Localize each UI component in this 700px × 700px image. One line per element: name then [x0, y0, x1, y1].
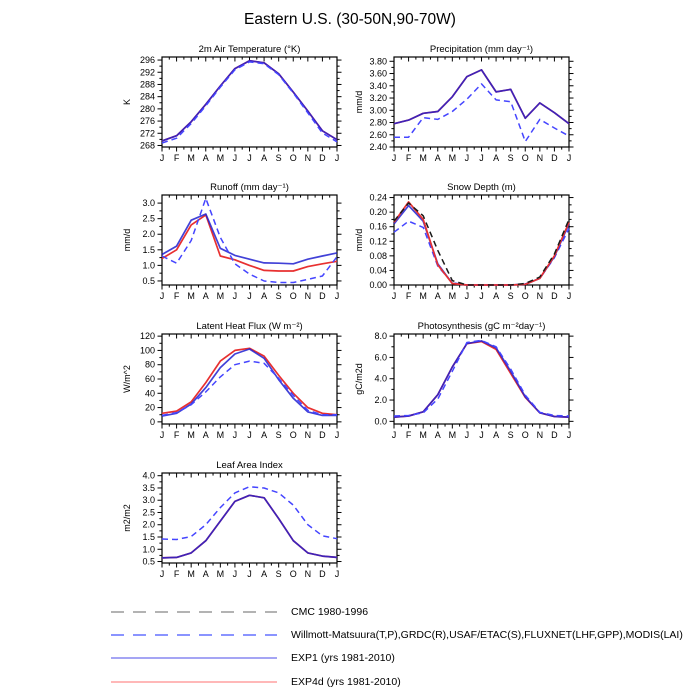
y-tick-label: 100 [139, 345, 155, 356]
x-tick-label: J [464, 153, 470, 163]
x-tick-label: M [419, 291, 427, 301]
x-tick-label: J [247, 291, 252, 301]
legend-line-swatch [110, 652, 278, 664]
series-line [394, 342, 569, 418]
y-tick-label: 120 [139, 331, 155, 342]
y-tick-label: 1.0 [142, 260, 155, 271]
x-tick-label: O [289, 291, 297, 301]
x-tick-label: A [202, 291, 209, 301]
y-axis-label: mm/d [122, 228, 132, 252]
chart-title: Precipitation (mm day⁻¹) [429, 44, 534, 55]
chart-photosynthesis [342, 320, 607, 456]
series-line [162, 214, 337, 264]
x-tick-label: A [434, 291, 441, 301]
x-tick-label: J [159, 153, 165, 163]
x-tick-label: M [187, 153, 195, 163]
x-tick-label: J [391, 153, 397, 163]
x-tick-label: M [187, 569, 195, 579]
x-tick-label: J [334, 430, 340, 440]
x-tick-label: N [304, 430, 312, 440]
y-axis-label: mm/d [354, 90, 364, 114]
x-tick-label: J [247, 153, 252, 163]
series-line [162, 215, 337, 271]
legend-label: EXP1 (yrs 1981-2010) [291, 652, 395, 665]
x-tick-label: A [261, 153, 268, 163]
series-line [394, 70, 569, 124]
series-line [162, 361, 337, 415]
x-tick-label: D [319, 569, 326, 579]
y-tick-label: 2.5 [142, 213, 155, 224]
figure-title: Eastern U.S. (30-50N,90-70W) [244, 11, 456, 28]
x-tick-label: J [479, 430, 484, 440]
y-tick-label: 0.0 [374, 416, 387, 427]
chart-title: 2m Air Temperature (°K) [198, 44, 301, 55]
legend [110, 600, 683, 693]
x-tick-label: S [275, 569, 282, 579]
x-tick-label: J [159, 291, 165, 301]
y-tick-label: 1.5 [142, 532, 155, 543]
x-tick-label: F [405, 153, 412, 163]
legend-item-cmc [110, 600, 670, 623]
chart-snow-depth [342, 181, 607, 317]
y-tick-label: 2.60 [369, 129, 387, 140]
x-tick-label: M [448, 430, 457, 440]
x-tick-label: A [261, 430, 268, 440]
chart-title: Photosynthesis (gC m⁻²day⁻¹) [417, 321, 546, 332]
y-tick-label: 0 [149, 416, 155, 427]
x-tick-label: O [521, 153, 529, 163]
y-tick-label: 272 [139, 128, 155, 139]
y-tick-label: 3.00 [369, 105, 387, 116]
x-tick-label: J [464, 430, 470, 440]
y-tick-label: 0.00 [369, 280, 387, 290]
y-tick-label: 2.80 [369, 117, 387, 128]
series-line [394, 340, 569, 416]
x-tick-label: M [216, 430, 225, 440]
series-line [394, 341, 569, 417]
series-line [394, 70, 569, 124]
legend-label: EXP4d (yrs 1981-2010) [291, 675, 401, 688]
y-tick-label: 1.5 [142, 244, 155, 255]
x-tick-label: J [566, 153, 572, 163]
x-tick-label: J [479, 153, 484, 163]
legend-item-exp4d [110, 670, 670, 693]
legend-line-swatch [110, 606, 278, 618]
x-tick-label: M [216, 291, 225, 301]
x-tick-label: F [173, 569, 180, 579]
x-tick-label: O [289, 569, 297, 579]
y-tick-label: 288 [139, 79, 155, 90]
x-tick-label: M [187, 430, 195, 440]
x-tick-label: A [493, 153, 500, 163]
y-axis-label: K [122, 98, 132, 106]
y-tick-label: 1.0 [142, 544, 155, 555]
legend-item-exp1 [110, 647, 670, 670]
x-tick-label: J [334, 569, 340, 579]
x-tick-label: M [216, 153, 225, 163]
y-tick-label: 40 [144, 388, 155, 399]
x-tick-label: A [261, 569, 268, 579]
x-tick-label: J [232, 153, 238, 163]
y-axis-label: W/m^2 [122, 365, 132, 393]
y-tick-label: 4.0 [374, 373, 387, 384]
x-tick-label: M [216, 569, 225, 579]
x-tick-label: F [405, 291, 412, 301]
x-tick-label: J [464, 291, 470, 301]
y-tick-label: 0.5 [142, 556, 155, 567]
chart-title: Snow Depth (m) [447, 182, 516, 193]
x-tick-label: J [232, 569, 238, 579]
x-tick-label: A [434, 153, 441, 163]
x-tick-label: N [536, 153, 544, 163]
x-tick-label: F [173, 430, 180, 440]
y-tick-label: 2.40 [369, 142, 387, 152]
y-tick-label: 3.5 [142, 482, 155, 493]
y-tick-label: 8.0 [374, 331, 387, 342]
series-line [162, 61, 337, 141]
x-tick-label: S [507, 430, 514, 440]
x-tick-label: D [551, 430, 558, 440]
y-axis-label: gC/m2d [354, 363, 364, 395]
x-tick-label: A [493, 291, 500, 301]
x-tick-label: J [159, 430, 165, 440]
series-line [162, 348, 337, 414]
x-tick-label: A [202, 430, 209, 440]
chart-leaf-area-index [110, 459, 375, 595]
x-tick-label: O [521, 291, 529, 301]
x-tick-label: J [391, 291, 397, 301]
x-tick-label: A [493, 430, 500, 440]
x-tick-label: S [275, 430, 282, 440]
y-tick-label: 3.0 [142, 495, 155, 506]
chart-title: Leaf Area Index [216, 460, 283, 471]
series-line [162, 198, 337, 282]
y-tick-label: 292 [139, 67, 155, 78]
legend-label: Willmott-Matsuura(T,P),GRDC(R),USAF/ETAC(S),FLUXNET(LHF,GPP),MODIS(LAI) [291, 628, 683, 641]
x-tick-label: N [304, 153, 312, 163]
x-tick-label: F [173, 153, 180, 163]
chart-runoff [110, 181, 375, 317]
x-tick-label: O [289, 430, 297, 440]
x-tick-label: J [566, 291, 572, 301]
series-line [162, 61, 337, 141]
legend-line-swatch [110, 676, 278, 688]
y-tick-label: 276 [139, 116, 155, 127]
y-tick-label: 20 [144, 402, 155, 413]
y-tick-label: 2.0 [374, 395, 387, 406]
x-tick-label: N [536, 430, 544, 440]
x-tick-label: J [247, 569, 252, 579]
x-tick-label: J [247, 430, 252, 440]
x-tick-label: N [304, 569, 312, 579]
y-tick-label: 3.80 [369, 56, 387, 67]
x-tick-label: N [536, 291, 544, 301]
x-tick-label: F [173, 291, 180, 301]
x-tick-label: S [507, 153, 514, 163]
y-tick-label: 0.08 [369, 250, 387, 261]
x-tick-label: D [551, 291, 558, 301]
series-line [394, 84, 569, 142]
x-tick-label: D [319, 430, 326, 440]
y-axis-label: m2/m2 [122, 504, 132, 532]
y-tick-label: 296 [139, 55, 155, 66]
x-tick-label: O [289, 153, 297, 163]
y-tick-label: 6.0 [374, 352, 387, 363]
x-tick-label: J [232, 430, 238, 440]
x-tick-label: D [319, 153, 326, 163]
x-tick-label: J [334, 153, 340, 163]
x-tick-label: S [275, 153, 282, 163]
x-tick-label: S [507, 291, 514, 301]
legend-label: CMC 1980-1996 [291, 605, 369, 618]
chart-title: Runoff (mm day⁻¹) [210, 182, 289, 193]
x-tick-label: S [275, 291, 282, 301]
y-tick-label: 268 [139, 140, 155, 151]
x-tick-label: M [448, 153, 457, 163]
x-tick-label: N [304, 291, 312, 301]
x-tick-label: A [202, 153, 209, 163]
x-tick-label: J [232, 291, 238, 301]
y-tick-label: 2.0 [142, 229, 155, 240]
y-tick-label: 280 [139, 103, 155, 114]
y-tick-label: 2.5 [142, 507, 155, 518]
x-tick-label: A [261, 291, 268, 301]
y-tick-label: 3.60 [369, 68, 387, 79]
chart-latent-heat-flux [110, 320, 375, 456]
y-tick-label: 0.04 [369, 265, 387, 276]
x-tick-label: O [521, 430, 529, 440]
x-tick-label: J [391, 430, 397, 440]
y-tick-label: 4.0 [142, 470, 155, 481]
x-tick-label: D [551, 153, 558, 163]
x-tick-label: F [405, 430, 412, 440]
x-tick-label: M [419, 153, 427, 163]
y-tick-label: 3.20 [369, 93, 387, 104]
series-line [162, 62, 337, 143]
x-tick-label: J [334, 291, 340, 301]
y-tick-label: 3.0 [142, 198, 155, 209]
x-tick-label: J [566, 430, 572, 440]
y-tick-label: 80 [144, 359, 155, 370]
y-tick-label: 0.16 [369, 221, 387, 232]
y-tick-label: 0.24 [369, 192, 387, 203]
x-tick-label: D [319, 291, 326, 301]
x-tick-label: M [448, 291, 457, 301]
x-tick-label: M [187, 291, 195, 301]
y-tick-label: 0.5 [142, 275, 155, 286]
y-axis-label: mm/d [354, 228, 364, 252]
x-tick-label: J [159, 569, 165, 579]
y-tick-label: 60 [144, 374, 155, 384]
y-tick-label: 284 [139, 91, 155, 102]
chart-air-temperature [110, 43, 375, 179]
y-tick-label: 0.20 [369, 207, 387, 218]
chart-title: Latent Heat Flux (W m⁻²) [196, 321, 303, 332]
x-tick-label: J [479, 291, 484, 301]
legend-line-swatch [110, 629, 278, 641]
x-tick-label: A [202, 569, 209, 579]
series-line [394, 202, 569, 285]
x-tick-label: M [419, 430, 427, 440]
y-tick-label: 0.12 [369, 236, 387, 247]
x-tick-label: A [434, 430, 441, 440]
y-tick-label: 2.0 [142, 519, 155, 530]
y-tick-label: 3.40 [369, 80, 387, 91]
legend-item-observations [110, 623, 683, 646]
series-line [162, 349, 337, 416]
chart-precipitation [342, 43, 607, 179]
